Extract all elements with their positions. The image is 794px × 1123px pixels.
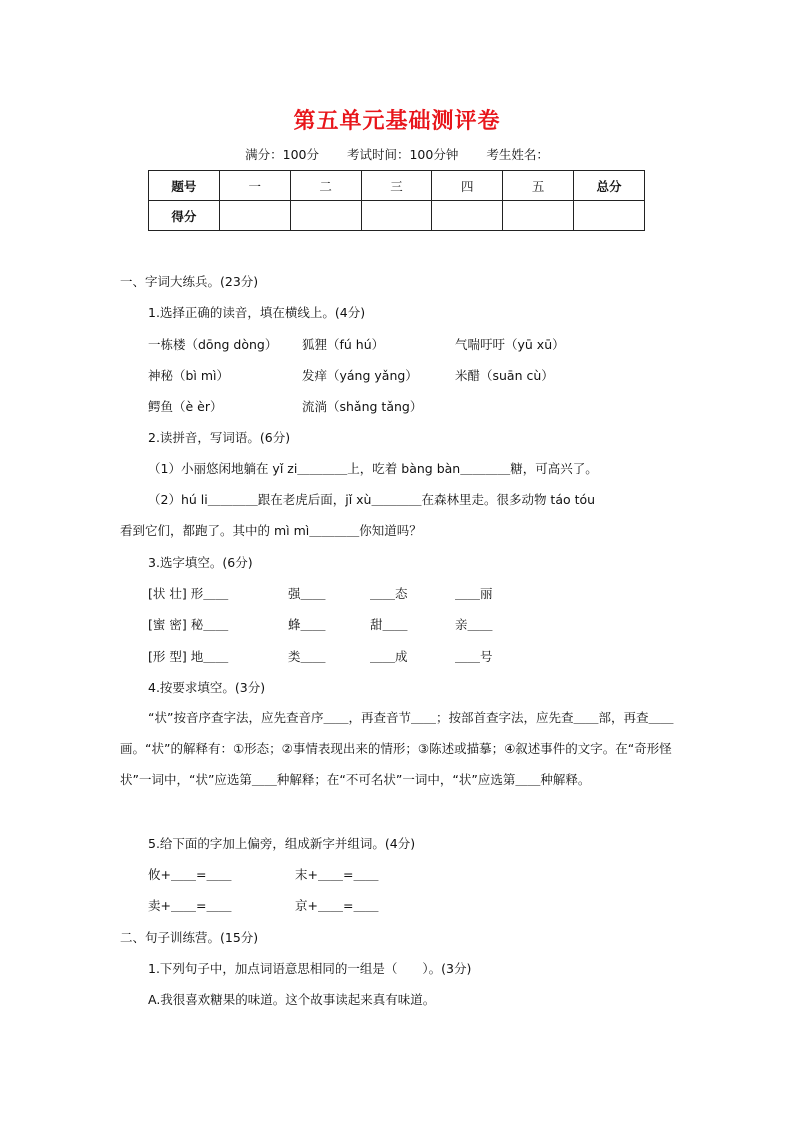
score-cell[interactable]	[503, 201, 574, 231]
score-header-cell: 二	[290, 171, 361, 201]
score-cell[interactable]	[290, 201, 361, 231]
q3-cell: ＿＿成	[370, 649, 408, 664]
q1-item: 狐狸（fú hú）	[302, 337, 385, 352]
score-cell[interactable]	[432, 201, 503, 231]
q3-title: 3.选字填空。(6分)	[148, 555, 253, 570]
q5-item: 末+＿＿=＿＿	[295, 867, 379, 882]
score-header-cell: 四	[432, 171, 503, 201]
q2-title: 2.读拼音，写词语。(6分)	[148, 430, 291, 445]
section1-title: 一、字词大练兵。(23分)	[120, 274, 259, 289]
q2-line: （1）小丽悠闲地躺在 yǐ zi＿＿＿＿上，吃着 bàng bàn＿＿＿＿糖，可高兴了。	[148, 461, 598, 476]
q1-item: 鳄鱼（è èr）	[148, 399, 223, 414]
q5-item: 京+＿＿=＿＿	[295, 898, 379, 913]
score-header-cell: 五	[503, 171, 574, 201]
score-header-cell: 三	[361, 171, 432, 201]
q1-item: 一栋楼（dōng dòng）	[148, 337, 278, 352]
q5-item: 攸+＿＿=＿＿	[148, 867, 232, 882]
score-row-label: 得分	[149, 201, 220, 231]
student-name-label: 考生姓名：	[486, 147, 549, 162]
q3-cell: 甜＿＿	[370, 617, 408, 632]
q3-cell: 类＿＿	[288, 649, 326, 664]
q4-title: 4.按要求填空。(3分)	[148, 680, 266, 695]
s2-q1-title: 1.下列句子中，加点词语意思相同的一组是（ ）。(3分)	[148, 961, 472, 976]
q3-cell: [状 壮] 形＿＿	[148, 586, 229, 601]
q2-line: 看到它们，都跑了。其中的 mì mì＿＿＿＿你知道吗？	[120, 523, 422, 538]
q3-cell: ＿＿态	[370, 586, 408, 601]
q3-cell: 蜂＿＿	[288, 617, 326, 632]
q3-cell: ＿＿丽	[455, 586, 493, 601]
q3-cell: ＿＿号	[455, 649, 493, 664]
q2-line: （2）hú li＿＿＿＿跟在老虎后面，jǐ xù＿＿＿＿在森林里走。很多动物 táo tóu	[148, 492, 596, 507]
score-table-header-row	[149, 171, 645, 201]
s2-q1-option-a: A.我很喜欢糖果的味道。这个故事读起来真有味道。	[148, 992, 436, 1007]
section2-title: 二、句子训练营。(15分)	[120, 930, 259, 945]
score-table-score-row	[149, 201, 645, 231]
q5-item: 卖+＿＿=＿＿	[148, 898, 232, 913]
q5-title: 5.给下面的字加上偏旁，组成新字并组词。(4分)	[148, 836, 416, 851]
q1-item: 流淌（shǎng tǎng）	[302, 399, 423, 414]
score-cell[interactable]	[361, 201, 432, 231]
score-header-cell: 总分	[574, 171, 645, 201]
q4-text: “状”按音序查字法，应先查音序＿＿，再查音节＿＿；按部首查字法，应先查＿＿部，再查＿＿画。“状”的解释有：①形态；②事情表现出来的情形；③陈述或描摹；④叙述事件的文字。在“奇形怪状”一词中，“状”应选第＿＿种解释；在“不可名状”一词中，“状”应选第＿＿种解释。	[120, 710, 674, 787]
score-header-cell: 一	[219, 171, 290, 201]
exam-time: 考试时间：100分钟	[346, 147, 459, 162]
q1-item: 米醋（suān cù）	[455, 368, 554, 383]
q3-cell: 亲＿＿	[455, 617, 493, 632]
q3-cell: [形 型] 地＿＿	[148, 649, 229, 664]
q1-item: 气喘吁吁（yū xū）	[455, 337, 565, 352]
score-table	[148, 170, 645, 231]
score-cell[interactable]	[219, 201, 290, 231]
score-header-cell: 题号	[149, 171, 220, 201]
exam-title: 第五单元基础测评卷	[293, 108, 501, 134]
full-score: 满分：100分	[245, 147, 319, 162]
q1-item: 发痒（yáng yǎng）	[302, 368, 418, 383]
q1-item: 神秘（bì mì）	[148, 368, 230, 383]
exam-meta	[0, 145, 794, 163]
q1-title: 1.选择正确的读音，填在横线上。(4分)	[148, 305, 366, 320]
q3-cell: 强＿＿	[288, 586, 326, 601]
q3-cell: [蜜 密] 秘＿＿	[148, 617, 229, 632]
score-cell[interactable]	[574, 201, 645, 231]
